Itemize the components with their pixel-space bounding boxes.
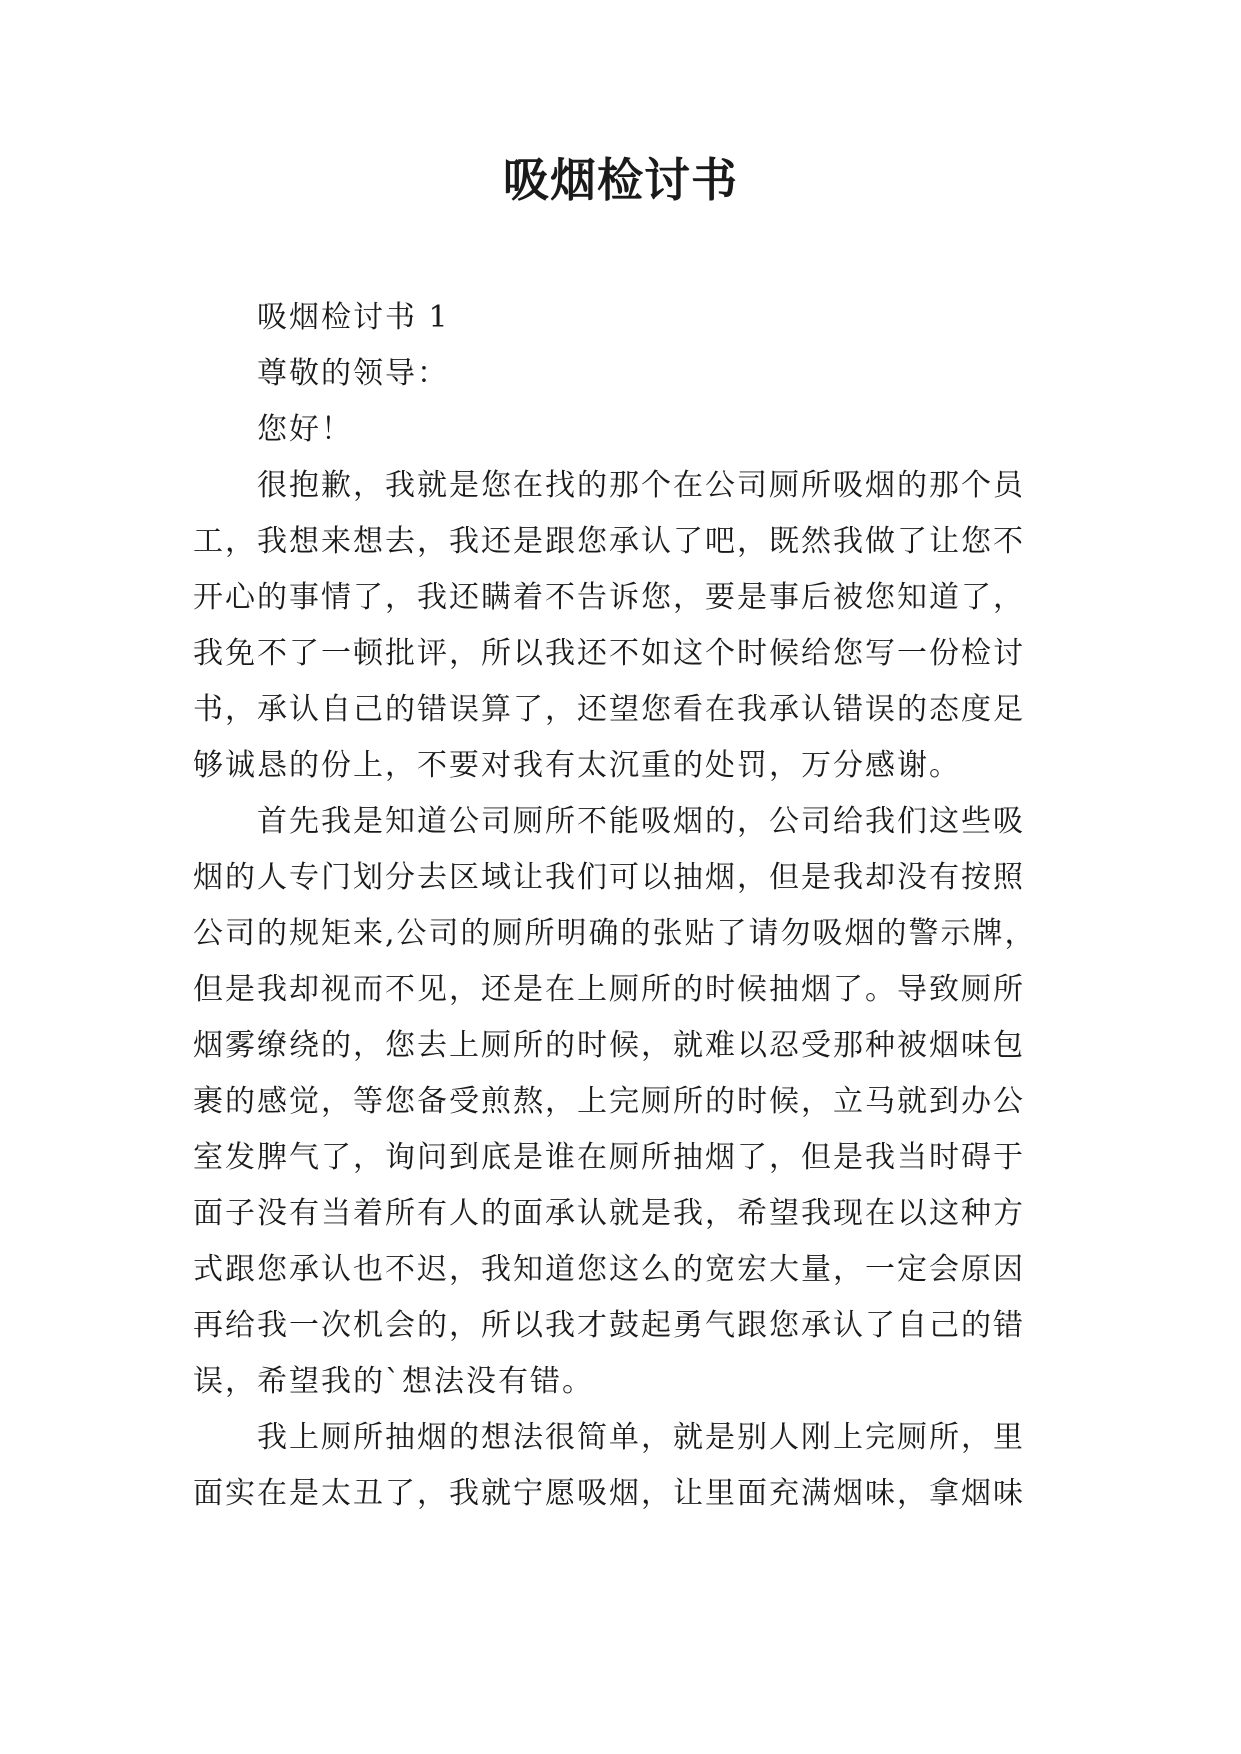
text-line: 您好！ xyxy=(193,412,353,447)
text-line: 我免不了一顿批评，所以我还不如这个时候给您写一份检讨 xyxy=(193,636,1025,671)
text-line: 首先我是知道公司厕所不能吸烟的，公司给我们这些吸 xyxy=(193,804,1025,839)
text-line: 够诚恳的份上，不要对我有太沉重的处罚，万分感谢。 xyxy=(193,748,961,783)
document-body xyxy=(193,290,1063,1522)
text-line: 工，我想来想去，我还是跟您承认了吧，既然我做了让您不 xyxy=(193,524,1025,559)
text-line: 面实在是太丑了，我就宁愿吸烟，让里面充满烟味，拿烟味 xyxy=(193,1476,1025,1511)
text-line: 吸烟检讨书 1 xyxy=(193,300,450,335)
text-line: 裹的感觉，等您备受煎熬，上完厕所的时候，立马就到办公 xyxy=(193,1084,1025,1119)
text-line: 面子没有当着所有人的面承认就是我，希望我现在以这种方 xyxy=(193,1196,1025,1231)
text-line: 开心的事情了，我还瞒着不告诉您，要是事后被您知道了， xyxy=(193,580,1025,615)
text-line: 书，承认自己的错误算了，还望您看在我承认错误的态度足 xyxy=(193,692,1025,727)
document-title: 吸烟检讨书 xyxy=(503,153,738,207)
text-line: 公司的规矩来,公司的厕所明确的张贴了请勿吸烟的警示牌， xyxy=(193,916,1037,951)
text-line: 但是我却视而不见，还是在上厕所的时候抽烟了。导致厕所 xyxy=(193,972,1025,1007)
text-line: 再给我一次机会的，所以我才鼓起勇气跟您承认了自己的错 xyxy=(193,1308,1025,1343)
text-line: 室发脾气了，询问到底是谁在厕所抽烟了，但是我当时碍于 xyxy=(193,1140,1025,1175)
text-line: 尊敬的领导： xyxy=(193,356,449,391)
text-line: 烟的人专门划分去区域让我们可以抽烟，但是我却没有按照 xyxy=(193,860,1025,895)
text-line: 我上厕所抽烟的想法很简单，就是别人刚上完厕所，里 xyxy=(193,1420,1025,1455)
text-line: 很抱歉，我就是您在找的那个在公司厕所吸烟的那个员 xyxy=(193,468,1025,503)
text-line: 误，希望我的`想法没有错。 xyxy=(193,1364,594,1399)
text-line: 式跟您承认也不迟，我知道您这么的宽宏大量，一定会原因 xyxy=(193,1252,1025,1287)
text-line: 烟雾缭绕的，您去上厕所的时候，就难以忍受那种被烟味包 xyxy=(193,1028,1025,1063)
